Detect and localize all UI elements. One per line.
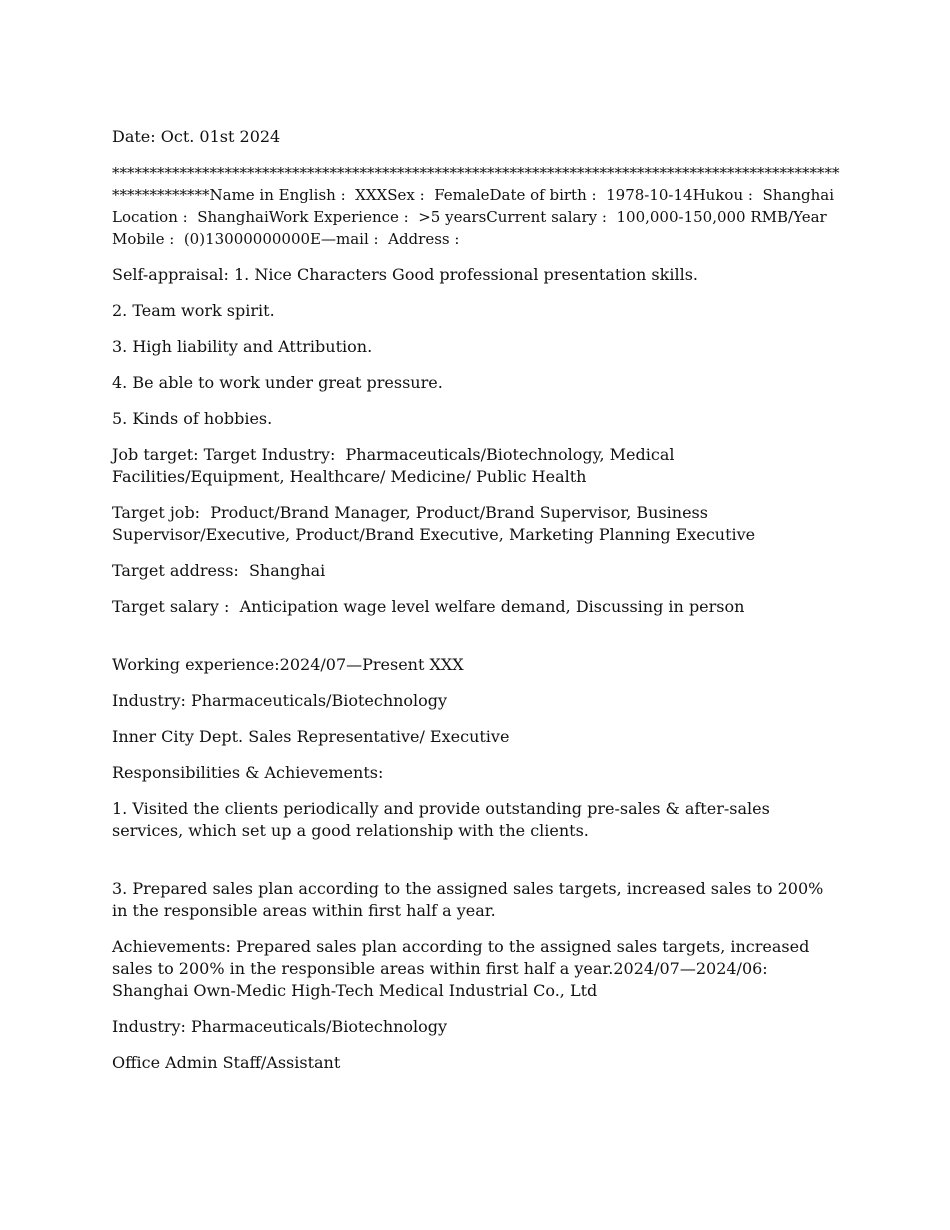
self-appraisal-1: Self-appraisal: 1. Nice Characters Good professional presentation skills.: [112, 265, 698, 284]
blank-gap: [112, 856, 842, 878]
target-salary: Target salary : Anticipation wage level welfare demand, Discussing in person: [112, 597, 745, 616]
date-line: Date: Oct. 01st 2024: [112, 127, 281, 146]
section-gap: [112, 632, 842, 654]
self-appraisal-3: 3. High liability and Attribution.: [112, 337, 373, 356]
personal-info: Name in English : XXXSex : FemaleDate of birth : 1978-10-14Hukou : ShanghaiLocation : ShanghaiWork Experience : >5 yearsCurrent salary : 100,000-150,000 RMB/YearMobile : (0)13000000000E—mail : Address :: [112, 186, 835, 248]
position-line-2: Office Admin Staff/Assistant: [112, 1053, 341, 1072]
industry-line-1: Industry: Pharmaceuticals/Biotechnology: [112, 691, 448, 710]
achievements: Achievements: Prepared sales plan according to the assigned sales targets, increased sales to 200% in the responsible areas within first half a year.2024/07—2024/06: Shanghai Own-Medic High-Tech Medical Industrial Co., Ltd: [112, 937, 815, 1000]
responsibility-3: 3. Prepared sales plan according to the assigned sales targets, increased sales to 200% in the responsible areas within first half a year.: [112, 879, 829, 920]
target-address: Target address: Shanghai: [112, 561, 326, 580]
working-experience: Working experience:2024/07—Present XXX: [112, 655, 464, 674]
resume-document: [112, 126, 842, 1088]
separator-stars: **************************************************************************************************************: [112, 164, 840, 204]
responsibilities-heading: Responsibilities & Achievements:: [112, 763, 384, 782]
job-target: Job target: Target Industry: Pharmaceuticals/Biotechnology, Medical Facilities/Equipment, Healthcare/ Medicine/ Public Health: [112, 445, 680, 486]
position-line-1: Inner City Dept. Sales Representative/ Executive: [112, 727, 510, 746]
responsibility-1: 1. Visited the clients periodically and provide outstanding pre-sales & after-sales services, which set up a good relationship with the clients.: [112, 799, 775, 840]
self-appraisal-5: 5. Kinds of hobbies.: [112, 409, 273, 428]
industry-line-2: Industry: Pharmaceuticals/Biotechnology: [112, 1017, 448, 1036]
self-appraisal-2: 2. Team work spirit.: [112, 301, 275, 320]
target-job: Target job: Product/Brand Manager, Product/Brand Supervisor, Business Supervisor/Executive, Product/Brand Executive, Marketing Planning Executive: [112, 503, 756, 544]
self-appraisal-4: 4. Be able to work under great pressure.: [112, 373, 443, 392]
header-info-block: [112, 162, 842, 250]
